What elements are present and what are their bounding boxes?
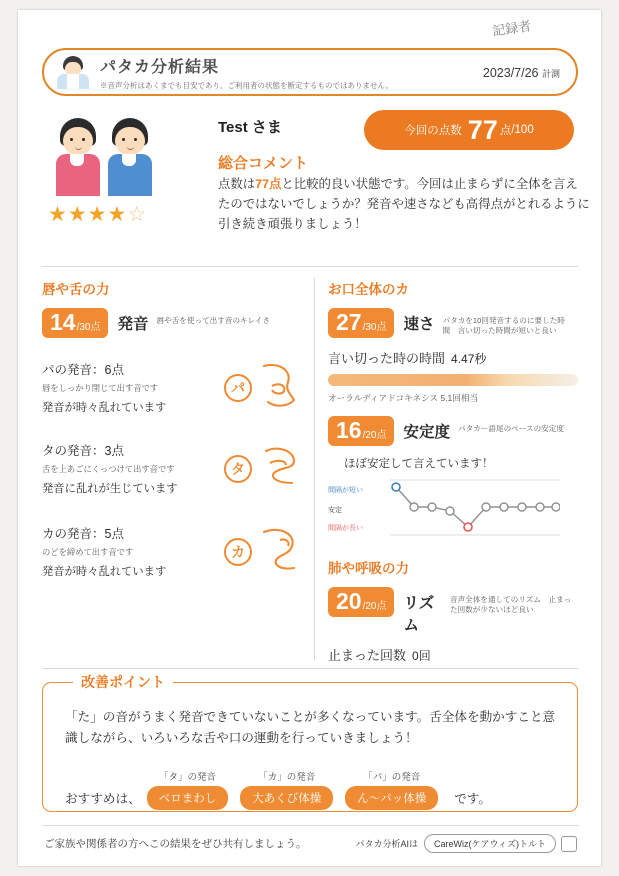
chart-label-stable: 安定 <box>328 507 342 514</box>
ta-icon: タ <box>224 455 252 483</box>
recommendation-button[interactable]: ベロまわし <box>147 786 229 810</box>
handwritten-note: 記録者 <box>491 19 533 40</box>
user-name: Test さま <box>218 119 282 136</box>
report-header <box>42 48 578 96</box>
recommendation-row <box>65 769 565 810</box>
avatar-male <box>104 118 156 196</box>
qr-icon <box>561 836 577 852</box>
recommendation-caption: 「タ」の発音 <box>158 772 216 783</box>
improvement-body: 「た」の音がうまく発音できていないことが多くなっています。舌全体を動かすこと意識しながら、いろいろな舌や口の運動を行っていきましょう！ <box>65 710 556 746</box>
measure-date <box>483 66 560 80</box>
pronunciation-metric-desc: 唇や舌を使って出す音のキレイさ <box>156 316 270 325</box>
measure-date-value: 2023/7/26 <box>482 66 539 80</box>
ka-note: のどを締めて出す音です <box>42 547 134 557</box>
rhythm-metric-desc: 音声全体を通してのリズム 止まった回数が少ないほど良い <box>450 595 572 615</box>
avatar <box>52 114 172 204</box>
ka-throat-diagram <box>258 524 304 579</box>
section-lips-tongue <box>42 278 304 579</box>
pronunciation-score-value: 14 <box>50 309 76 335</box>
stability-metric <box>328 416 578 446</box>
stop-count-value: 0回 <box>412 649 431 663</box>
rhythm-metric <box>328 587 578 635</box>
recommendation-tail: です。 <box>454 792 491 806</box>
speed-score-badge <box>328 308 394 338</box>
total-score-value: 77 <box>467 114 498 145</box>
improvement-title: 改善ポイント <box>73 672 173 692</box>
comment-pre: 点数は <box>218 177 256 191</box>
stability-score-badge <box>328 416 394 446</box>
recommendation-item <box>240 769 333 810</box>
footer-brand-pill: CareWiz(ケアウィズ)トルト <box>424 834 556 853</box>
rhythm-score-den: /20点 <box>362 601 387 612</box>
pa-lip-diagram <box>258 360 304 415</box>
speed-metric-desc: パタカを10回発音するのに要した時間 言い切った時間が短いと良い <box>442 316 565 336</box>
stability-metric-name: 安定度 <box>403 424 451 441</box>
ka-sub: 発音が時々乱れています <box>42 566 167 578</box>
total-score-badge <box>364 110 574 150</box>
report-page <box>18 10 601 866</box>
rhythm-score-badge <box>328 587 394 617</box>
recommendation-caption: 「カ」の発音 <box>258 772 316 783</box>
total-score-denominator: /100 <box>511 124 534 136</box>
recommendation-lead: おすすめは、 <box>65 792 141 806</box>
stability-metric-desc: パタカー語尾のペースの安定度 <box>458 424 564 433</box>
section-lips-tongue-title: 唇や舌の力 <box>42 282 110 297</box>
ta-sub: 発音に乱れが生じています <box>42 483 178 495</box>
rhythm-metric-name: リズム <box>403 595 435 634</box>
recommendation-button[interactable]: 大あくび体操 <box>240 786 333 810</box>
ka-item <box>42 524 304 579</box>
pronunciation-score-badge <box>42 308 108 338</box>
speed-metric-name: 速さ <box>403 316 435 333</box>
chart-label-long: 間隔が長い <box>328 525 363 532</box>
section-mouth-title: お口全体のカ <box>328 282 409 297</box>
speed-metric <box>328 308 578 338</box>
divider-top <box>42 266 578 267</box>
stop-count-row <box>328 645 578 664</box>
ka-head: カの発音：5点 <box>42 527 124 541</box>
improvement-panel <box>42 674 578 812</box>
ta-tongue-diagram <box>258 441 304 496</box>
pa-head: パの発音：6点 <box>42 363 124 377</box>
pronunciation-metric <box>42 308 304 338</box>
measure-date-suffix: 計測 <box>541 69 560 79</box>
section-lung-title: 肺や呼吸の力 <box>328 561 409 576</box>
recommendation-item <box>147 769 229 810</box>
divider-vertical <box>314 278 315 660</box>
footer-divider <box>42 825 578 826</box>
comment-body <box>218 174 590 234</box>
avatar-female <box>52 118 104 196</box>
pa-item <box>42 360 304 415</box>
stability-comment: ほぼ安定して言えています！ <box>344 458 494 470</box>
doctor-icon <box>56 55 90 89</box>
comment-rest: と比較的良い状態です。今回は止まらずに全体を言えたのではないでしょうか？発音や速さなども高得点がとれるように引き続き頑張りましょう！ <box>218 177 590 232</box>
comment-highlight: 77点 <box>255 177 282 191</box>
pronunciation-score-den: /30点 <box>76 322 101 333</box>
ka-icon: カ <box>224 538 252 566</box>
speak-time-value: 4.47秒 <box>451 352 487 366</box>
page-title: パタカ分析結果 <box>100 58 220 76</box>
speak-time-label: 言い切った時の時間 <box>328 351 446 366</box>
star-rating: ★★★★☆ <box>48 203 148 226</box>
recommendation-item <box>345 769 438 810</box>
rhythm-score-value: 20 <box>336 588 362 614</box>
header-disclaimer: ※音声分析はあくまでも目安であり、ご利用者の状態を断定するものではありません。 <box>100 80 393 90</box>
profile-section <box>42 110 590 246</box>
pa-note: 唇をしっかり閉じて出す音です <box>42 383 159 393</box>
stability-score-value: 16 <box>336 417 362 443</box>
pronunciation-metric-name: 発音 <box>117 316 149 333</box>
recommendation-button[interactable]: ん～パッ体操 <box>345 786 438 810</box>
speed-bar <box>328 374 578 386</box>
comment-title: 総合コメント <box>218 155 309 172</box>
kinesis-note: オーラルディアドコキネシス 5.1回相当 <box>328 393 479 403</box>
pa-icon: パ <box>224 374 252 402</box>
ta-note: 舌を上あごにくっつけて出す音です <box>42 464 175 474</box>
ta-head: タの発音：3点 <box>42 444 124 458</box>
footer-brand-label: パタカ分析AIは <box>355 839 419 849</box>
footer-note: ご家族や関係者の方へこの結果をぜひ共有しましょう。 <box>44 838 307 850</box>
total-score-unit: 点 <box>499 125 512 137</box>
speed-score-value: 27 <box>336 309 362 335</box>
divider-bottom <box>42 668 578 669</box>
speed-score-den: /30点 <box>362 322 387 333</box>
chart-label-short: 間隔が短い <box>328 487 363 494</box>
stability-chart <box>328 477 578 539</box>
pa-sub: 発音が時々乱れています <box>42 402 167 414</box>
stop-count-label: 止まった回数 <box>328 648 407 663</box>
recommendation-caption: 「パ」の発音 <box>363 772 421 783</box>
total-score-label: 今回の点数 <box>404 125 462 137</box>
ta-item <box>42 441 304 496</box>
stability-score-den: /20点 <box>362 430 387 441</box>
footer-brand <box>356 834 577 853</box>
speak-time-row <box>328 348 578 367</box>
section-mouth-overall <box>328 278 578 664</box>
